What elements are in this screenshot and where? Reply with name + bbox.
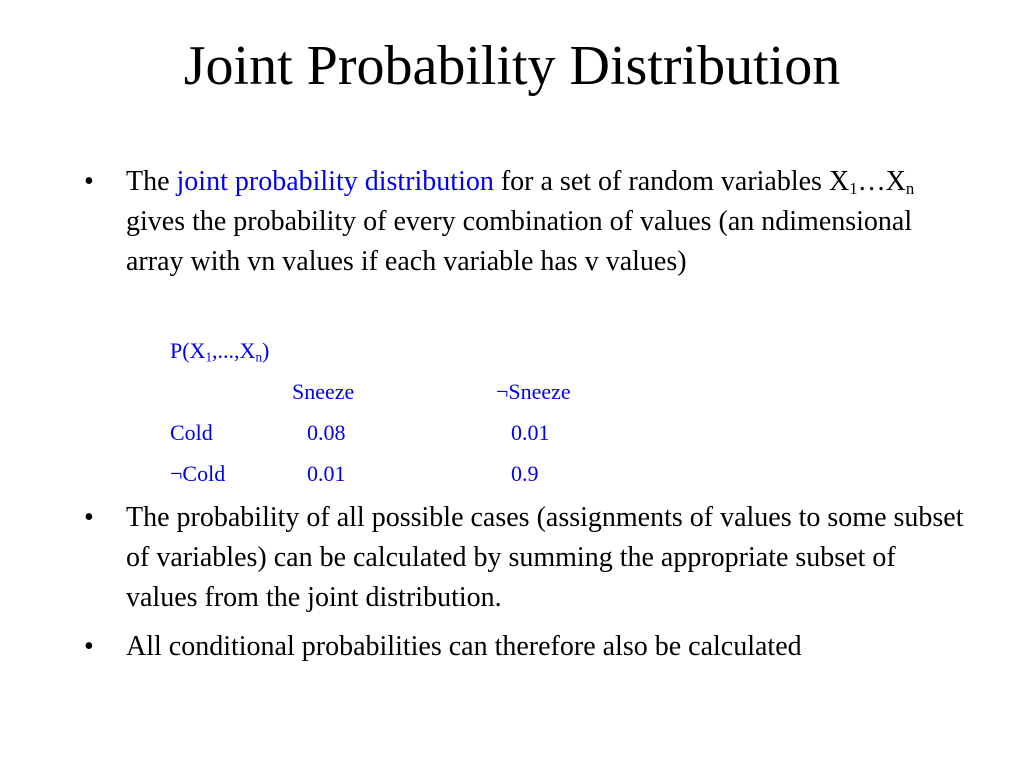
bullet-definition [84,162,964,282]
bullet-text: The probability of all possible cases (assignments of values to some subset of variables) can be calculated by summing the appropriate subset of values from the joint distribution. [126,502,964,613]
bullet-marker: • [84,631,94,662]
bullet-text: All conditional probabilities can therefore also be calculated [126,631,802,662]
caption-text: P(X [170,338,206,363]
table-row [170,412,550,453]
table-header-row [170,371,571,412]
caption-text: ,...,X [212,338,256,363]
text-segment: for a set of random variables X [493,166,850,197]
table-row [170,453,539,494]
subscript: 1 [205,349,213,365]
caption-text: ) [262,338,270,363]
subscript: n [255,349,263,365]
bullet-marker: • [84,166,94,197]
bullet-text [126,162,964,282]
joint-probability-table [170,330,571,494]
table-caption [170,330,269,371]
column-header-sneeze: Sneeze [292,379,355,404]
slide-title: Joint Probability Distribution [183,35,841,97]
text-segment: gives the probability of every combination of values (an ndimensional array with vn values if each variable has v values) [126,206,913,277]
bullet-conditional [84,627,964,667]
row-label: Cold [170,420,213,445]
subscript: n [905,179,915,199]
highlighted-term: joint probability distribution [176,166,494,197]
bullet-summing [84,498,964,618]
table-cell: 0.01 [511,420,550,445]
table-cell: 0.01 [307,461,346,486]
subscript: 1 [849,179,858,199]
column-header-not-sneeze: ¬Sneeze [496,379,571,404]
row-label: ¬Cold [170,461,226,486]
table-cell: 0.08 [307,420,346,445]
table-cell: 0.9 [511,461,539,486]
bullet-marker: • [84,502,94,533]
text-segment: The [126,166,177,197]
text-segment: …X [857,166,906,197]
